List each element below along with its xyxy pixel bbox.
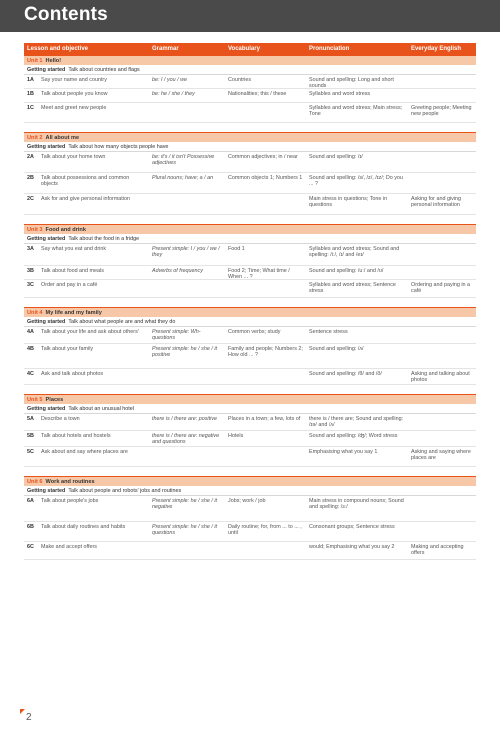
lesson-number: 3A [27,246,34,252]
getting-started-text: Talk about how many objects people have [68,143,169,150]
lesson-row [24,447,476,467]
unit-number: Unit 2 [27,134,43,141]
lesson-cell [24,91,149,102]
vocabulary-cell: Food 2; Time; What time / When ... ? [228,268,290,281]
unit-number: Unit 5 [27,396,43,403]
unit-title: All about me [45,134,80,141]
everyday-english-cell [408,524,476,541]
lesson-number: 6C [27,544,34,550]
lesson-number: 6B [27,524,34,530]
lesson-cell [24,154,149,172]
vocabulary-cell: Nationalities; this / these [228,91,287,97]
grammar-cell: be: I / you / we [152,77,188,83]
lesson-number: 5C [27,449,34,455]
lesson-cell [24,524,149,541]
unit-header [24,224,476,234]
getting-started-text: Talk about what people are and what they do [68,318,176,325]
everyday-english-cell [408,246,476,265]
lesson-objective: Talk about people's jobs [41,498,99,504]
vocabulary-cell: Hotels [228,433,244,439]
unit-section [24,132,476,215]
everyday-english-cell: Ordering and paying in a café [411,282,471,295]
lesson-row [24,173,476,194]
lesson-row [24,244,476,266]
vocabulary-cell: Family and people; Numbers 2; How old ... ? [228,346,303,359]
lesson-objective: Talk about your home town [41,154,106,160]
getting-started-row [24,142,476,152]
page-corner-mark [20,709,25,714]
everyday-english-cell: Greeting people; Meeting new people [411,105,472,118]
lesson-row [24,414,476,431]
unit-number: Unit 1 [27,57,43,64]
grammar-cell [149,371,225,384]
unit-section [24,394,476,467]
column-header-everyday-english: Everyday English [411,46,462,52]
lesson-number: 3C [27,282,34,288]
grammar-cell: Present simple: I / you / we / they [152,246,220,259]
lesson-row [24,327,476,344]
lesson-cell [24,77,149,88]
getting-started-row [24,317,476,327]
lesson-row [24,496,476,522]
getting-started-label: Getting started [27,318,66,325]
pronunciation-cell: Sound and spelling: /uː/ and /ʊ/ [309,268,384,274]
everyday-english-cell [408,346,476,368]
lesson-cell [24,449,149,466]
pronunciation-cell: Sound and spelling: /ɪ/ [309,154,363,160]
lesson-objective: Describe a town [41,416,80,422]
lesson-row [24,89,476,103]
pronunciation-cell: Sentence stress [309,329,348,335]
grammar-cell: there is / there are: positive [152,416,218,422]
lesson-number: 2B [27,175,34,181]
lesson-objective: Ask for and give personal information [41,196,130,202]
unit-header [24,394,476,404]
unit-title: Hello! [45,57,62,64]
lesson-row [24,522,476,542]
vocabulary-cell: Common verbs; study [228,329,281,335]
grammar-cell: be: it's / it isn't Possessive adjectives [152,154,215,167]
units-container [24,55,476,560]
getting-started-row [24,404,476,414]
lesson-number: 3B [27,268,34,274]
grammar-cell: be: he / she / they [152,91,195,97]
lesson-row [24,542,476,560]
vocabulary-cell: Common objects 1; Numbers 1 [228,175,303,181]
vocabulary-cell [225,544,306,559]
contents-table [24,43,476,560]
column-header-vocabulary: Vocabulary [228,46,260,52]
lesson-cell [24,329,149,343]
lesson-number: 4A [27,329,34,335]
everyday-english-cell: Making and accepting offers [411,544,464,557]
pronunciation-cell: Sound and spelling: /ʤ/; Word stress [309,433,398,439]
lesson-objective: Order and pay in a café [41,282,98,288]
lesson-number: 4B [27,346,34,352]
pronunciation-cell: Main stress in questions; Tone in questions [309,196,388,209]
vocabulary-cell: Food 1 [228,246,245,252]
unit-header [24,132,476,142]
lesson-row [24,194,476,215]
everyday-english-cell [408,91,476,102]
pronunciation-cell: would; Emphasising what you say 2 [309,544,395,550]
lesson-row [24,280,476,298]
vocabulary-cell: Common adjectives; in / near [228,154,298,160]
vocabulary-cell: Countries [228,77,252,83]
lesson-row [24,75,476,89]
lesson-cell [24,544,149,559]
grammar-cell: Present simple: he / she / it positive [152,346,218,359]
getting-started-text: Talk about countries and flags [68,66,140,73]
column-header-grammar: Grammar [152,46,179,52]
pronunciation-cell: Syllables and word stress; Sound and spelling: /iː/, /ɪ/ and /eɪ/ [309,246,400,259]
unit-section [24,476,476,560]
lesson-cell [24,105,149,122]
lesson-cell [24,282,149,297]
everyday-english-cell [408,498,476,521]
pronunciation-cell: Main stress in compound nouns; Sound and spelling: /ɜː/ [309,498,404,511]
getting-started-text: Talk about the food in a fridge [68,235,140,242]
lesson-objective: Talk about your life and ask about others' [41,329,139,335]
lesson-cell [24,433,149,446]
column-header-row [24,43,476,55]
vocabulary-cell [225,371,306,384]
lesson-objective: Say your name and country [41,77,107,83]
lesson-objective: Ask about and say where places are [41,449,128,455]
lesson-row [24,344,476,369]
lesson-cell [24,196,149,214]
lesson-objective: Say what you eat and drink [41,246,107,252]
unit-header [24,55,476,65]
pronunciation-cell: Consonant groups; Sentence stress [309,524,395,530]
getting-started-label: Getting started [27,405,66,412]
everyday-english-cell: Asking for and giving personal information [411,196,462,209]
lesson-cell [24,371,149,384]
grammar-cell: there is / there are: negative and questions [152,433,220,446]
unit-section [24,55,476,123]
lesson-objective: Talk about possessions and common objects [40,175,130,188]
everyday-english-cell [408,268,476,279]
lesson-number: 1C [27,105,34,111]
vocabulary-cell: Daily routine; for, from ... to ... , until [228,524,302,537]
lesson-cell [24,175,149,193]
unit-title: Work and routines [45,478,95,485]
grammar-cell: Present simple: he / she / it questions [152,524,218,537]
lesson-row [24,369,476,385]
lesson-row [24,266,476,280]
unit-number: Unit 6 [27,478,43,485]
grammar-cell [149,282,225,297]
unit-number: Unit 3 [27,226,43,233]
getting-started-label: Getting started [27,66,66,73]
pronunciation-cell: Emphasising what you say 1 [309,449,378,455]
everyday-english-cell: Asking and saying where places are [411,449,471,462]
everyday-english-cell [408,175,476,193]
pronunciation-cell: Syllables and word stress [309,91,371,97]
everyday-english-cell [408,416,476,430]
lesson-cell [24,246,149,265]
lesson-number: 6A [27,498,34,504]
lesson-objective: Talk about your family [41,346,94,352]
unit-header [24,307,476,317]
pronunciation-cell: Syllables and word stress; Main stress; Tone [309,105,403,118]
unit-title: Places [45,396,64,403]
pronunciation-cell: Sound and spelling: /ʌ/ [309,346,364,352]
unit-section [24,224,476,298]
lesson-row [24,152,476,173]
lesson-cell [24,416,149,430]
getting-started-text: Talk about people and robots' jobs and routines [68,487,182,494]
pronunciation-cell: Syllables and word stress; Sentence stress [309,282,396,295]
pronunciation-cell: Sound and spelling: /θ/ and /ð/ [309,371,382,377]
lesson-number: 2A [27,154,34,160]
everyday-english-cell [408,433,476,446]
grammar-cell [149,105,225,122]
lesson-objective: Meet and greet new people [41,105,107,111]
grammar-cell [149,544,225,559]
getting-started-row [24,486,476,496]
grammar-cell [149,449,225,466]
grammar-cell: Present simple: he / she / it negative [152,498,218,511]
unit-number: Unit 4 [27,309,43,316]
column-header-lesson: Lesson and objective [27,46,89,52]
unit-title: Food and drink [45,226,86,233]
lesson-number: 1A [27,77,34,83]
lesson-objective: Talk about people you know [41,91,108,97]
lesson-number: 5A [27,416,34,422]
getting-started-text: Talk about an unusual hotel [68,405,134,412]
column-header-pronunciation: Pronunciation [309,46,350,52]
lesson-cell [24,498,149,521]
vocabulary-cell [225,449,306,466]
lesson-objective: Talk about daily routines and habits [41,524,126,530]
page-title: Contents [24,4,108,25]
everyday-english-cell [408,329,476,343]
lesson-cell [24,268,149,279]
page-number: 2 [26,712,32,723]
everyday-english-cell [408,154,476,172]
getting-started-label: Getting started [27,235,66,242]
getting-started-row [24,65,476,75]
getting-started-label: Getting started [27,143,66,150]
vocabulary-cell [225,196,306,214]
vocabulary-cell [225,105,306,122]
lesson-number: 1B [27,91,34,97]
pronunciation-cell: Sound and spelling: /s/, /z/, /ɪz/; Do you ... ? [309,175,403,188]
grammar-cell: Adverbs of frequency [152,268,203,274]
lesson-objective: Talk about food and meals [41,268,104,274]
everyday-english-cell: Asking and talking about photos [411,371,470,384]
lesson-number: 5B [27,433,34,439]
lesson-objective: Ask and talk about photos [41,371,104,377]
lesson-number: 2C [27,196,34,202]
vocabulary-cell: Places in a town; a few, lots of [228,416,301,422]
lesson-number: 4C [27,371,34,377]
getting-started-row [24,234,476,244]
unit-section [24,307,476,385]
grammar-cell: Plural nouns; have; a / an [152,175,214,181]
unit-title: My life and my family [45,309,102,316]
getting-started-label: Getting started [27,487,66,494]
lesson-objective: Talk about hotels and hostels [41,433,111,439]
lesson-row [24,103,476,123]
lesson-objective: Make and accept offers [41,544,97,550]
pronunciation-cell: Sound and spelling: Long and short sounds [309,77,394,90]
pronunciation-cell: there is / there are; Sound and spelling: /ɪə/ and /ʌ/ [309,416,404,429]
lesson-cell [24,346,149,368]
grammar-cell: Present simple: Wh- questions [152,329,201,342]
everyday-english-cell [408,77,476,88]
lesson-row [24,431,476,447]
vocabulary-cell: Jobs; work / job [228,498,266,504]
vocabulary-cell [225,282,306,297]
grammar-cell [149,196,225,214]
unit-header [24,476,476,486]
